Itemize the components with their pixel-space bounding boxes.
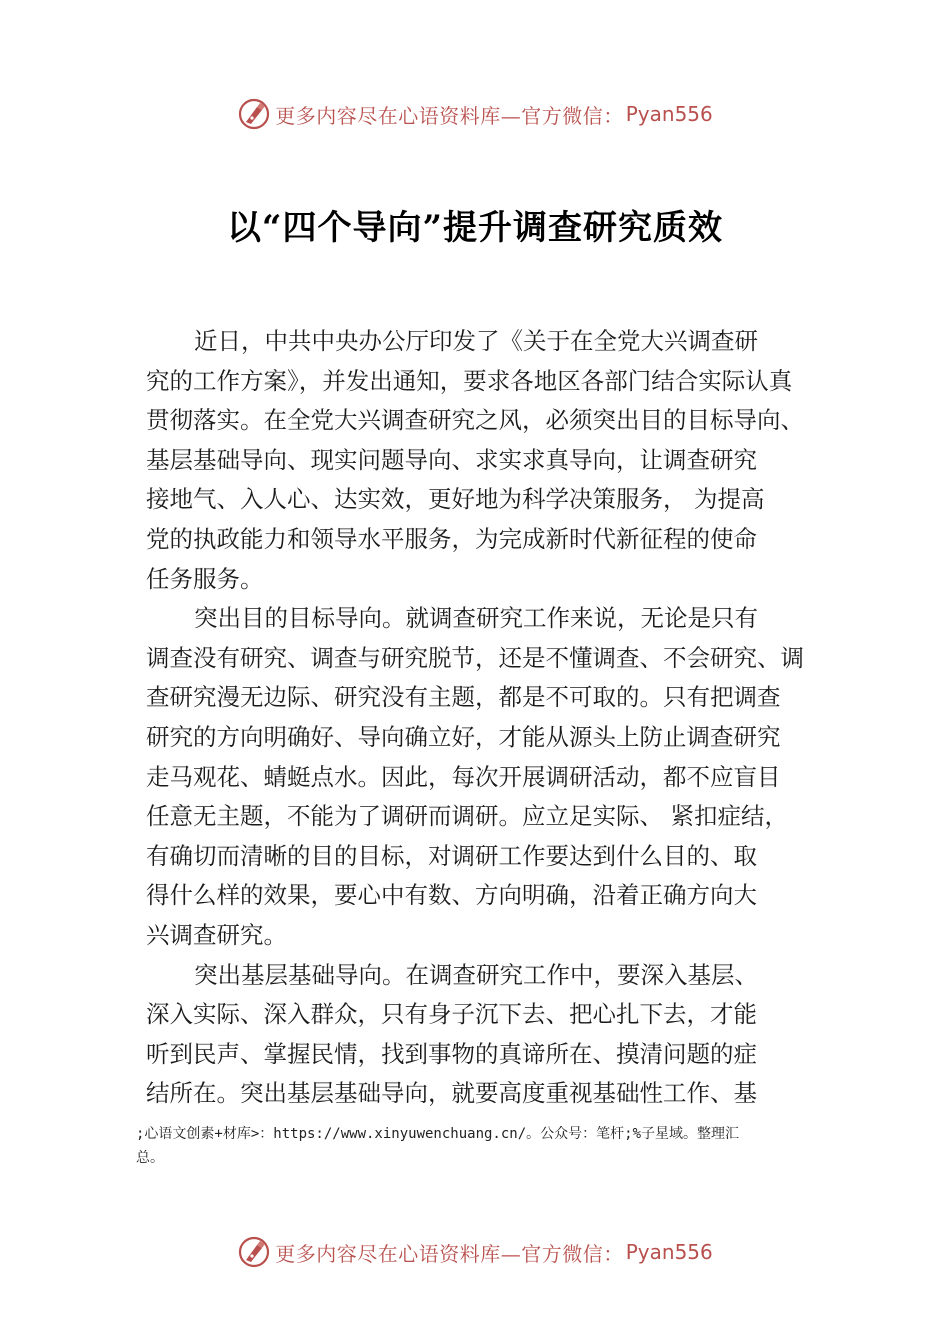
watermark-text: 更多内容尽在心语资料库—官方微信： [275,103,624,128]
paragraph-line: 近日，中共中央办公厅印发了《关于在全党大兴调查研 [194,327,758,355]
watermark-wechat-id: Pyan556 [625,102,713,126]
paragraph-line: 有确切而清晰的目的目标，对调研工作要达到什么目的、取 [146,841,757,870]
footnote-line: 总。 [136,1150,164,1166]
footnote-line: ;心语文创素+材库>：https://www.xinyuwenchuang.cn/。公众号：笔杆;%子星域。整理汇 [136,1126,740,1142]
paragraph-line: 结所在。突出基层基础导向，就要高度重视基础性工作、基 [146,1079,757,1108]
paragraph-line: 任意无主题，不能为了调研而调研。应立足实际、 紧扣症结， [146,802,788,831]
paragraph-line: 贯彻落实。在全党大兴调查研究之风，必须突出目的目标导向、 [146,406,804,435]
document-body [146,322,836,1114]
paragraph-line: 听到民声、掌握民情，找到事物的真谛所在、摸清问题的症 [146,1039,757,1068]
document-title: 以“四个导向”提升调查研究质效 [226,208,724,248]
paragraph-line: 基层基础导向、现实问题导向、求实求真导向，让调查研究 [146,445,757,474]
pen-nib-logo-icon [237,1235,271,1269]
paragraph-line: 突出目的目标导向。就调查研究工作来说，无论是只有 [194,604,758,633]
paragraph-line: 党的执政能力和领导水平服务，为完成新时代新征程的使命 [146,524,757,553]
paragraph-line: 究的工作方案》，并发出通知，要求各地区各部门结合实际认真 [146,366,793,395]
paragraph-line: 接地气、入人心、达实效，更好地为科学决策服务， 为提高 [146,485,765,514]
paragraph-line: 得什么样的效果，要心中有数、方向明确，沿着正确方向大 [146,881,757,910]
watermark-wechat-id: Pyan556 [625,1240,713,1264]
paragraph-line: 任务服务。 [146,564,264,593]
top-watermark-banner [0,94,950,134]
pen-nib-logo-icon [237,97,271,131]
paragraph-line: 调查没有研究、调查与研究脱节，还是不懂调查、不会研究、调 [146,643,804,672]
paragraph-line: 研究的方向明确好、导向确立好，才能从源头上防止调查研究 [146,722,781,751]
paragraph-line: 兴调查研究。 [146,920,287,949]
paragraph-line: 走马观花、蜻蜓点水。因此，每次开展调研活动，都不应盲目 [146,762,781,791]
bottom-watermark-banner [0,1232,950,1272]
paragraph-line: 深入实际、深入群众，只有身子沉下去、把心扎下去，才能 [146,1000,757,1029]
paragraph-line: 突出基层基础导向。在调查研究工作中，要深入基层、 [194,960,758,989]
paragraph-line: 查研究漫无边际、研究没有主题，都是不可取的。只有把调查 [146,683,781,712]
source-footnote [136,1122,836,1170]
watermark-text: 更多内容尽在心语资料库—官方微信： [275,1241,624,1266]
